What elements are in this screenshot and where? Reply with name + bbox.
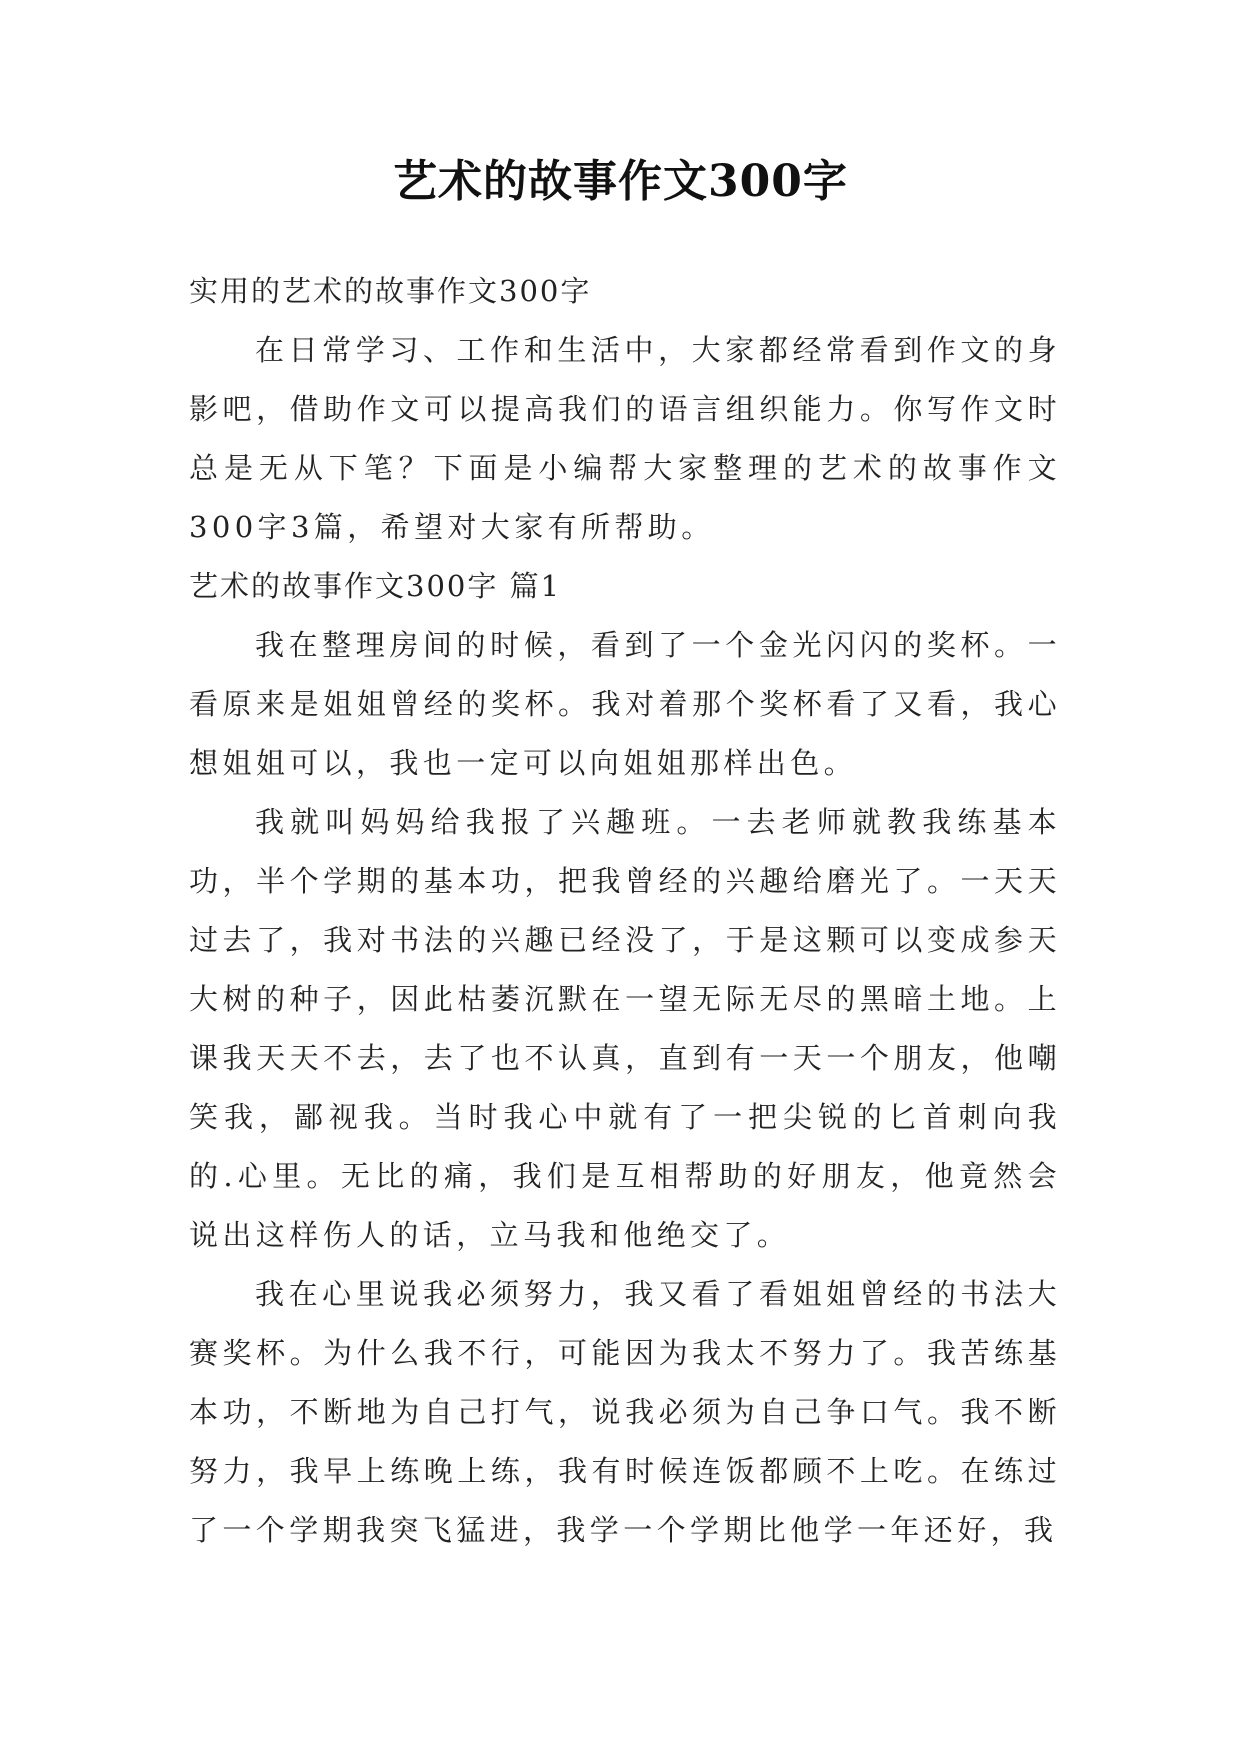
body-paragraph-3: 我在心里说我必须努力，我又看了看姐姐曾经的书法大赛奖杯。为什么我不行，可能因为我太不努力了。我苦练基本功，不断地为自己打气，说我必须为自己争口气。我不断努力，我早上练晚上练，我有时候连饭都顾不上吃。在练过了一个学期我突飞猛进，我学一个学期比他学一年还好，我	[189, 1277, 1061, 1547]
section-heading: 艺术的故事作文300字 篇1	[189, 569, 562, 603]
document-body	[189, 262, 1061, 1560]
body-paragraph-1: 我在整理房间的时候，看到了一个金光闪闪的奖杯。一看原来是姐姐曾经的奖杯。我对着那个奖杯看了又看，我心想姐姐可以，我也一定可以向姐姐那样出色。	[189, 628, 1061, 780]
document-title: 艺术的故事作文300字	[393, 156, 848, 207]
intro-paragraph: 在日常学习、工作和生活中，大家都经常看到作文的身影吧，借助作文可以提高我们的语言组织能力。你写作文时总是无从下笔？下面是小编帮大家整理的艺术的故事作文300字3篇，希望对大家有所帮助。	[189, 333, 1061, 544]
document-subtitle: 实用的艺术的故事作文300字	[189, 274, 592, 308]
body-paragraph-2: 我就叫妈妈给我报了兴趣班。一去老师就教我练基本功，半个学期的基本功，把我曾经的兴趣给磨光了。一天天过去了，我对书法的兴趣已经没了，于是这颗可以变成参天大树的种子，因此枯萎沉默在一望无际无尽的黑暗土地。上课我天天不去，去了也不认真，直到有一天一个朋友，他嘲笑我，鄙视我。当时我心中就有了一把尖锐的匕首刺向我的.心里。无比的痛，我们是互相帮助的好朋友，他竟然会说出这样伤人的话，立马我和他绝交了。	[189, 805, 1061, 1252]
